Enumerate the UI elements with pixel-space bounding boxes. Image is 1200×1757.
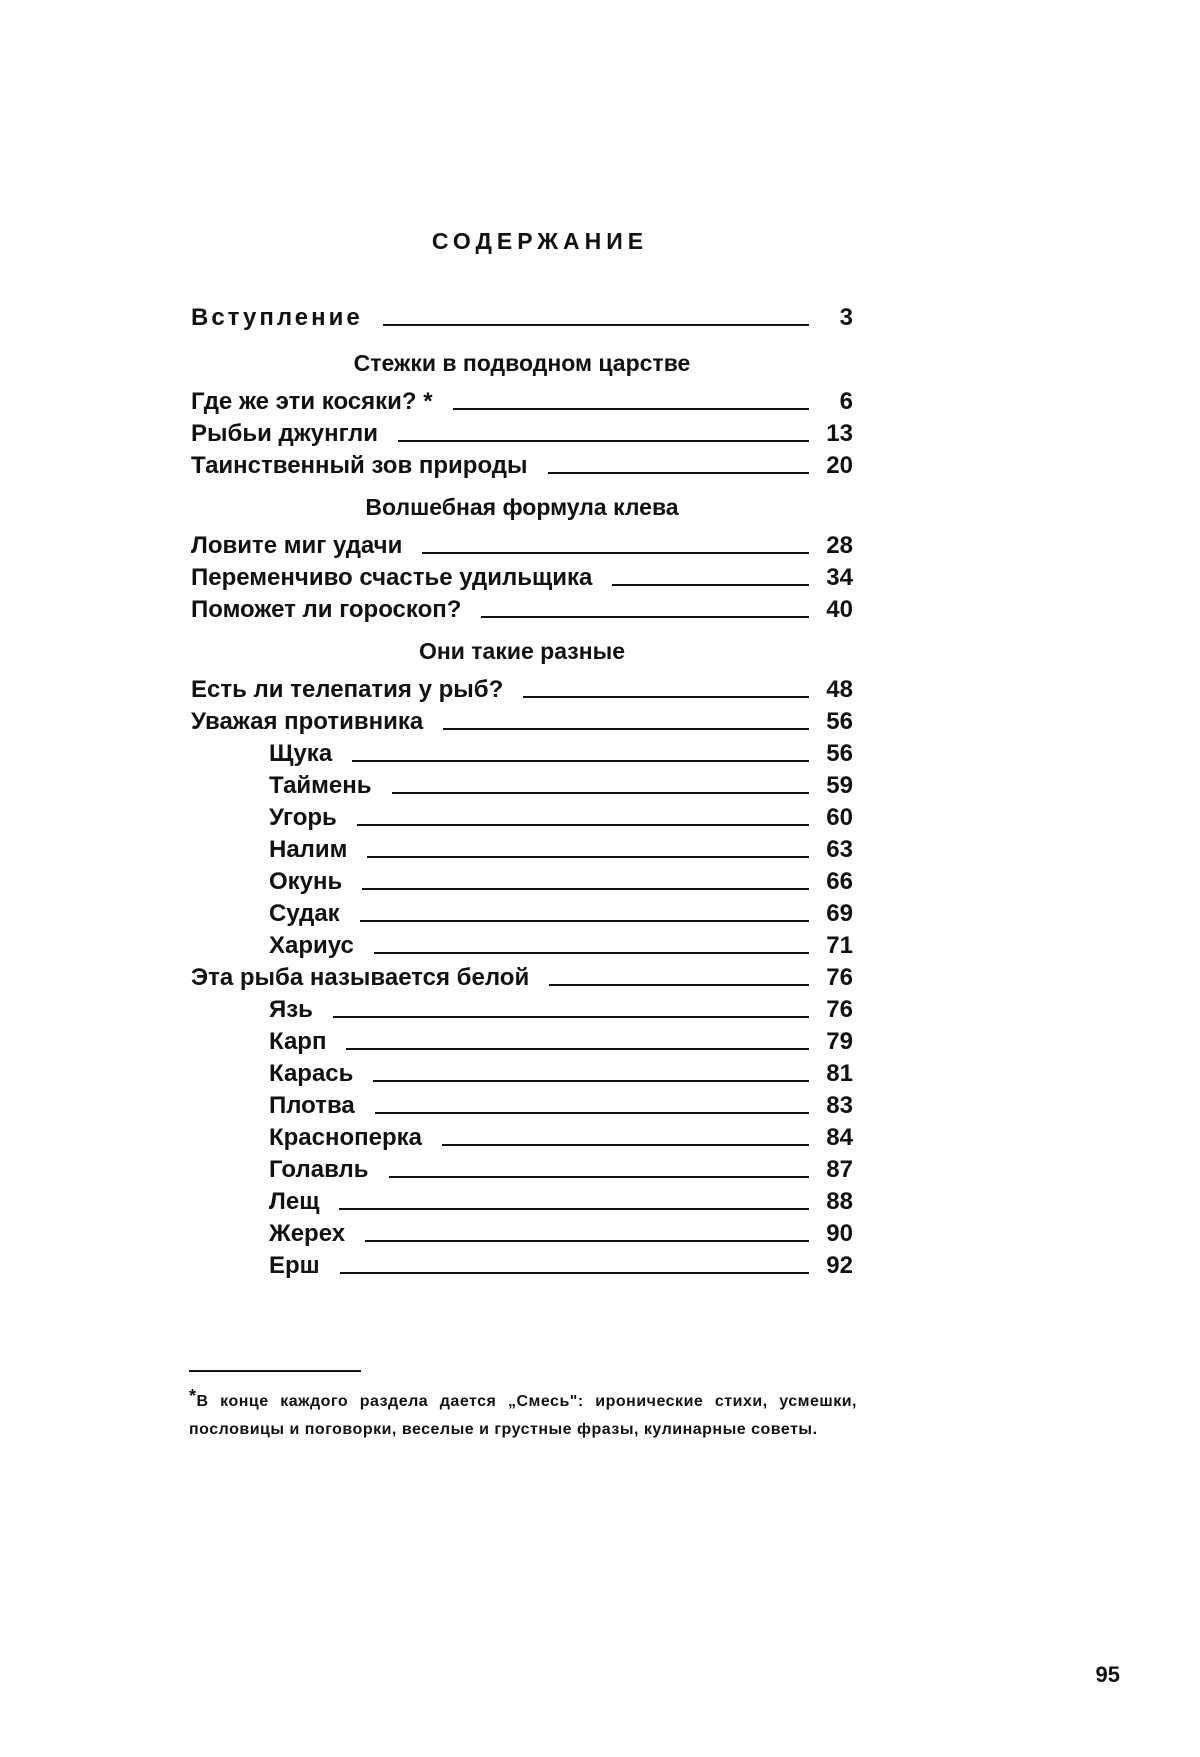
toc-entry[interactable] [191, 558, 853, 590]
toc-entry-title: Щука [269, 740, 333, 767]
toc-entry-title: Плотва [269, 1092, 355, 1119]
toc-entry-page: 90 [826, 1220, 853, 1247]
toc-sections [191, 347, 853, 1278]
toc-entry-page: 76 [826, 964, 853, 991]
dot-leader [422, 552, 809, 554]
toc-entry-page: 76 [826, 996, 853, 1023]
toc-entry[interactable] [191, 702, 853, 734]
dot-leader [367, 856, 809, 858]
toc-entry-title: Язь [269, 996, 313, 1023]
dot-leader [548, 472, 809, 474]
toc-entry-page: 59 [826, 772, 853, 799]
footnote-rule [189, 1370, 361, 1372]
toc-subentry[interactable] [191, 766, 853, 798]
toc-entry-title: Налим [269, 836, 348, 863]
dot-leader [360, 920, 809, 922]
dot-leader [453, 408, 809, 410]
toc-subentry[interactable] [191, 830, 853, 862]
toc-entry[interactable] [191, 526, 853, 558]
toc-entry-title: Лещ [269, 1188, 320, 1215]
dot-leader [374, 952, 809, 954]
dot-leader [333, 1016, 809, 1018]
toc-entry-title: Где же эти косяки? * [191, 388, 433, 415]
toc-entry-title: Таймень [269, 772, 372, 799]
toc-entry[interactable] [191, 446, 853, 478]
dot-leader [523, 696, 809, 698]
dot-leader [346, 1048, 809, 1050]
section-heading: Они такие разные [418, 638, 626, 664]
toc-entry-page: 56 [826, 740, 853, 767]
footnote-text: В конце каждого раздела дается „Смесь": иронические стихи, усмешки, пословицы и поговорки, веселые и грустные фразы, кулинарные советы. [189, 1393, 857, 1438]
toc-subentry[interactable] [191, 894, 853, 926]
section-heading: Волшебная формула клева [365, 494, 679, 520]
toc-entry-title: Есть ли телепатия у рыб? [191, 676, 504, 703]
toc-subentry[interactable] [191, 1182, 853, 1214]
toc-entry-title: Эта рыба называется белой [191, 964, 530, 991]
dot-leader [375, 1112, 809, 1114]
footnote [189, 1382, 857, 1444]
toc-entry-title: Ловите миг удачи [191, 532, 403, 559]
toc-entry-title: Поможет ли гороскоп? [191, 596, 462, 623]
toc-entry-page: 69 [826, 900, 853, 927]
toc-entry-title: Судак [269, 900, 340, 927]
toc-entry-title: Карп [269, 1028, 327, 1055]
dot-leader [362, 888, 809, 890]
toc-entry-title: Карась [269, 1060, 354, 1087]
toc-entry-title: Переменчиво счастье удильщика [191, 564, 593, 591]
toc-entry-page: 79 [826, 1028, 853, 1055]
toc-subentry[interactable] [191, 1054, 853, 1086]
toc-subentry[interactable] [191, 862, 853, 894]
toc-subentry[interactable] [191, 1022, 853, 1054]
toc-subentry[interactable] [191, 734, 853, 766]
toc-entry[interactable] [191, 382, 853, 414]
dot-leader [549, 984, 809, 986]
toc-entry-page: 20 [826, 452, 853, 479]
dot-leader [357, 824, 809, 826]
dot-leader [383, 324, 809, 326]
dot-leader [339, 1208, 809, 1210]
toc-entry[interactable] [191, 958, 853, 990]
toc-entry-page: 71 [826, 932, 853, 959]
toc-entry-intro[interactable] [191, 298, 853, 330]
dot-leader [481, 616, 809, 618]
toc-entry[interactable] [191, 670, 853, 702]
toc-entry-page: 66 [826, 868, 853, 895]
dot-leader [398, 440, 809, 442]
toc-entry-page: 88 [826, 1188, 853, 1215]
toc-heading: СОДЕРЖАНИЕ [431, 228, 649, 254]
dot-leader [365, 1240, 809, 1242]
dot-leader [352, 760, 809, 762]
toc-subentry[interactable] [191, 1214, 853, 1246]
toc-entry-page: 84 [826, 1124, 853, 1151]
dot-leader [373, 1080, 809, 1082]
toc-entry-page: 83 [826, 1092, 853, 1119]
toc-entry-title: Угорь [269, 804, 337, 831]
section-heading: Стежки в подводном царстве [353, 350, 691, 376]
toc-entry-title: Голавль [269, 1156, 369, 1183]
dot-leader [443, 728, 809, 730]
toc-entry-page: 28 [826, 532, 853, 559]
toc-entry-page: 40 [826, 596, 853, 623]
toc-entry-page: 3 [839, 304, 853, 331]
toc-subentry[interactable] [191, 1246, 853, 1278]
toc-entry-title: Вступление [191, 304, 363, 331]
dot-leader [389, 1176, 809, 1178]
toc-entry-page: 60 [826, 804, 853, 831]
toc-entry[interactable] [191, 414, 853, 446]
toc-subentry[interactable] [191, 926, 853, 958]
dot-leader [392, 792, 809, 794]
toc-entry-title: Хариус [269, 932, 354, 959]
toc-entry[interactable] [191, 590, 853, 622]
toc-subentry[interactable] [191, 990, 853, 1022]
toc-entry-page: 92 [826, 1252, 853, 1279]
toc-entry-page: 63 [826, 836, 853, 863]
toc-entry-page: 34 [826, 564, 853, 591]
toc-subentry[interactable] [191, 1118, 853, 1150]
dot-leader [340, 1272, 809, 1274]
dot-leader [442, 1144, 809, 1146]
toc-entry-page: 48 [826, 676, 853, 703]
toc-entry-page: 56 [826, 708, 853, 735]
table-of-contents [191, 298, 853, 1278]
toc-entry-title: Окунь [269, 868, 343, 895]
dot-leader [612, 584, 809, 586]
toc-entry-title: Уважая противника [191, 708, 424, 735]
toc-subentry[interactable] [191, 1086, 853, 1118]
toc-entry-page: 81 [826, 1060, 853, 1087]
toc-entry-title: Рыбьи джунгли [191, 420, 378, 447]
toc-entry-page: 13 [826, 420, 853, 447]
toc-entry-title: Жерех [269, 1220, 346, 1247]
page-number: 95 [1095, 1662, 1120, 1687]
toc-entry-title: Красноперка [269, 1124, 423, 1151]
toc-entry-title: Таинственный зов природы [191, 452, 528, 479]
toc-subentry[interactable] [191, 798, 853, 830]
toc-entry-page: 87 [826, 1156, 853, 1183]
footnote-mark: * [189, 1386, 197, 1406]
toc-subentry[interactable] [191, 1150, 853, 1182]
toc-entry-page: 6 [839, 388, 853, 415]
toc-entry-title: Ерш [269, 1252, 320, 1279]
